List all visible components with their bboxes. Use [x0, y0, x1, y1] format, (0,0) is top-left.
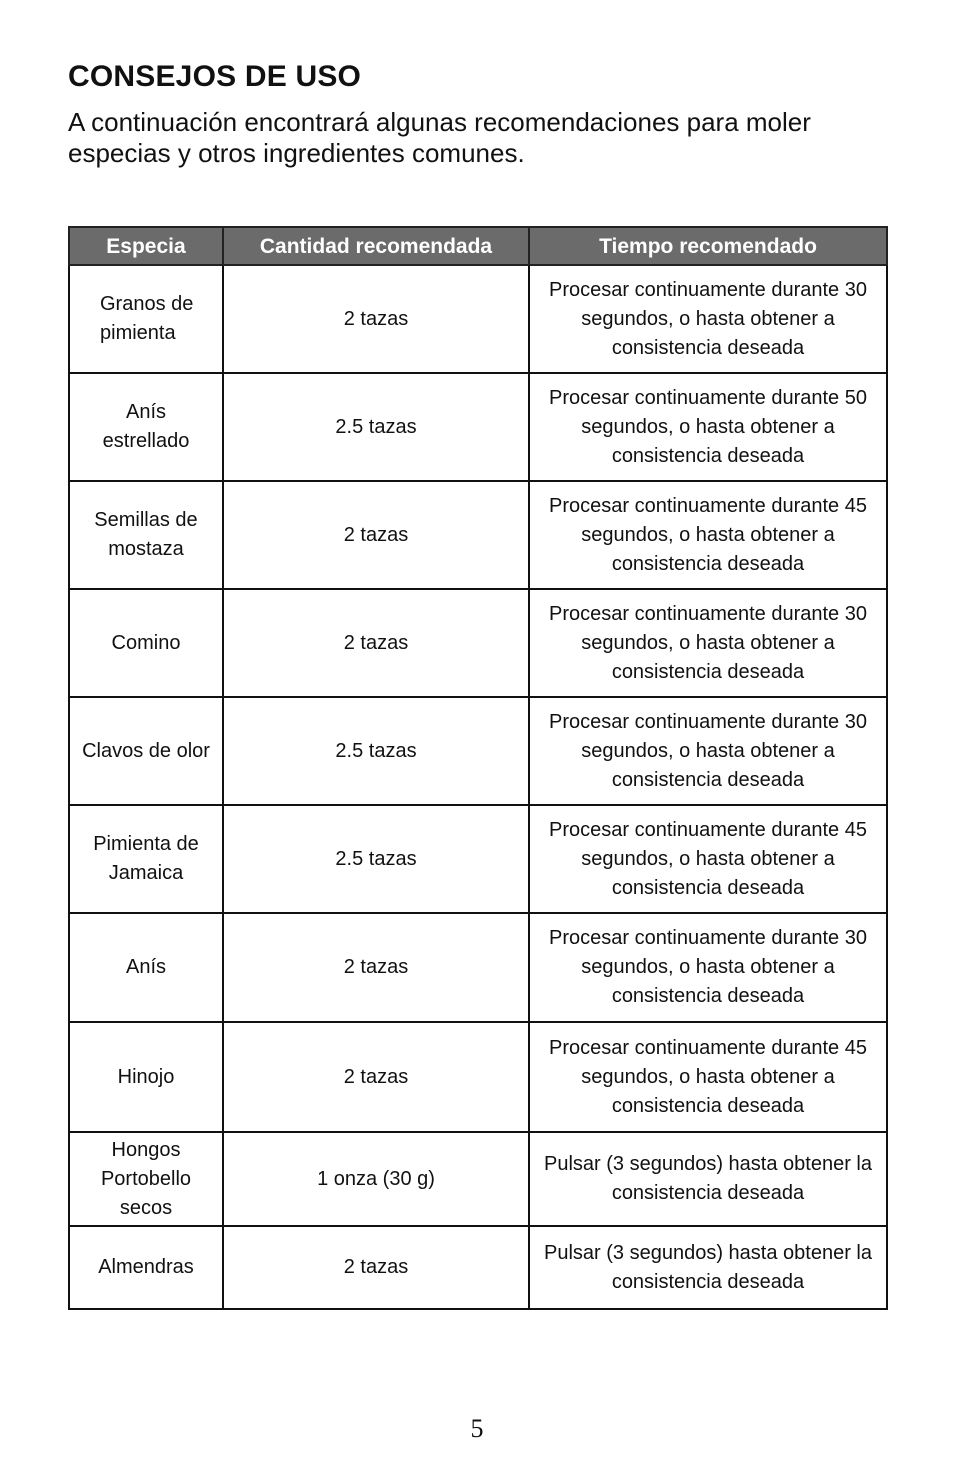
- spice-cell: Hinojo: [69, 1022, 223, 1132]
- spice-cell: Comino: [69, 589, 223, 697]
- time-cell: Procesar continuamente durante 30 segundos, o hasta obtener a consistencia deseada: [529, 697, 887, 805]
- spice-cell: Almendras: [69, 1226, 223, 1309]
- spice-cell: Granos de pimienta: [69, 265, 223, 373]
- spice-cell: Semillas de mostaza: [69, 481, 223, 589]
- table-row: [69, 265, 887, 373]
- quantity-cell: 2.5 tazas: [223, 373, 529, 481]
- column-header-time: Tiempo recomendado: [529, 227, 887, 265]
- table-row: [69, 1022, 887, 1132]
- intro-text: A continuación encontrará algunas recomendaciones para moler especias y otros ingredientes comunes.: [68, 107, 811, 168]
- spice-cell: Anís estrellado: [69, 373, 223, 481]
- spice-cell: Clavos de olor: [69, 697, 223, 805]
- table-row: [69, 1132, 887, 1226]
- table-body: [69, 265, 887, 1309]
- quantity-cell: 2 tazas: [223, 265, 529, 373]
- time-cell: Procesar continuamente durante 45 segundos, o hasta obtener a consistencia deseada: [529, 805, 887, 913]
- quantity-cell: 2 tazas: [223, 1226, 529, 1309]
- quantity-cell: 2 tazas: [223, 589, 529, 697]
- spice-cell: Pimienta de Jamaica: [69, 805, 223, 913]
- quantity-cell: 1 onza (30 g): [223, 1132, 529, 1226]
- table-header: [69, 227, 887, 265]
- time-cell: Procesar continuamente durante 45 segundos, o hasta obtener a consistencia deseada: [529, 1022, 887, 1132]
- quantity-cell: 2.5 tazas: [223, 805, 529, 913]
- table-row: [69, 589, 887, 697]
- time-cell: Procesar continuamente durante 45 segundos, o hasta obtener a consistencia deseada: [529, 481, 887, 589]
- quantity-cell: 2.5 tazas: [223, 697, 529, 805]
- page-title: CONSEJOS DE USO: [68, 60, 362, 93]
- table-row: [69, 805, 887, 913]
- table-row: [69, 913, 887, 1022]
- page-number: 5: [470, 1414, 484, 1443]
- quantity-cell: 2 tazas: [223, 481, 529, 589]
- table-row: [69, 1226, 887, 1309]
- table-row: [69, 697, 887, 805]
- header-row: [69, 227, 887, 265]
- time-cell: Pulsar (3 segundos) hasta obtener la consistencia deseada: [529, 1226, 887, 1309]
- time-cell: Procesar continuamente durante 30 segundos, o hasta obtener a consistencia deseada: [529, 589, 887, 697]
- quantity-cell: 2 tazas: [223, 913, 529, 1022]
- time-cell: Procesar continuamente durante 30 segundos, o hasta obtener a consistencia deseada: [529, 913, 887, 1022]
- spice-cell: Hongos Portobello secos: [69, 1132, 223, 1226]
- column-header-quantity: Cantidad recomendada: [223, 227, 529, 265]
- time-cell: Procesar continuamente durante 30 segundos, o hasta obtener a consistencia deseada: [529, 265, 887, 373]
- quantity-cell: 2 tazas: [223, 1022, 529, 1132]
- time-cell: Procesar continuamente durante 50 segundos, o hasta obtener a consistencia deseada: [529, 373, 887, 481]
- column-header-spice: Especia: [69, 227, 223, 265]
- spice-cell: Anís: [69, 913, 223, 1022]
- table-row: [69, 481, 887, 589]
- spice-table: [68, 226, 888, 1310]
- time-cell: Pulsar (3 segundos) hasta obtener la consistencia deseada: [529, 1132, 887, 1226]
- table-row: [69, 373, 887, 481]
